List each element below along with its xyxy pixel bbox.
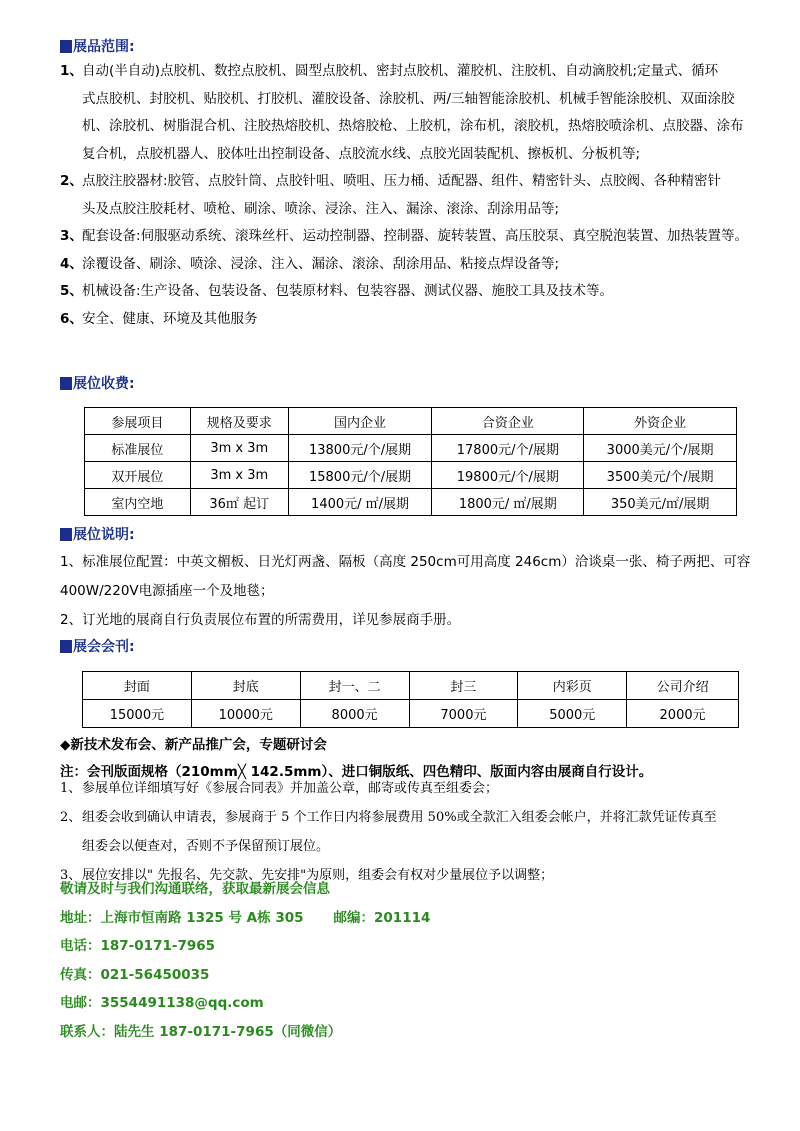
fee-cell: 1400元/ ㎡/展期 [288,489,432,516]
scope-item-number: 4、 [60,255,83,272]
fee-header-cell: 参展项目 [85,408,191,435]
fee-cell: 3m x 3m [190,462,288,489]
magazine-header-cell: 封一、二 [300,672,409,700]
procedure-text [82,774,498,803]
fee-cell: 17800元/个/展期 [432,435,584,462]
contact-block [60,875,430,1046]
fee-cell: 1800元/ ㎡/展期 [432,489,584,516]
fee-header-cell: 外资企业 [584,408,737,435]
procedure-line: 组委会收到确认申请表，参展商于 5 个工作日内将参展费用 50%或全款汇入组委会帐户，并将汇款凭证传真至 [82,810,717,825]
scope-item-text [82,168,775,223]
procedure-number: 2、 [60,810,82,825]
scope-item-line: 式点胶机、封胶机、贴胶机、打胶机、灌胶设备、涂胶机、两/三轴智能涂胶机、机械手智能涂胶机、双面涂胶 [82,90,735,107]
magazine-price-cell: 2000元 [627,700,739,728]
fee-cell: 15800元/个/展期 [288,462,432,489]
booth-notes [60,548,775,635]
scope-item-line: 安全、健康、环境及其他服务 [82,310,258,327]
square-bullet-icon [60,640,72,653]
procedure-list [60,774,775,890]
scope-item-number: 3、 [60,228,83,244]
fee-cell: 3500美元/个/展期 [584,462,737,489]
email: 电邮：3554491138@qq.com [60,995,264,1011]
fee-cell: 350美元/㎡/展期 [584,489,737,516]
scope-item-text [82,58,775,168]
procedure-number: 3、 [60,868,82,883]
fee-cell: 3m x 3m [190,435,288,462]
fee-cell: 室内空地 [85,489,191,516]
procedure-line: 参展单位详细填写好《参展合同表》并加盖公章，邮寄或传真至组委会； [82,781,499,796]
scope-item-text [82,251,775,279]
fee-cell: 36㎡ 起订 [190,489,288,516]
section-heading-booth-notes: 展位说明: [60,524,135,544]
postcode: 邮编：201114 [333,909,431,926]
fee-cell: 标准展位 [85,435,191,462]
scope-item [60,168,775,223]
magazine-header-cell: 公司介绍 [627,672,739,700]
exhibit-scope-list [60,58,775,333]
procedure-number: 1、 [60,781,82,796]
scope-item-line: 点胶注胶器材:胶管、点胶针筒、点胶针咀、喷咀、压力桶、适配器、组件、精密针头、点胶阀、各种精密针 [82,173,722,189]
scope-item-line: 头及点胶注胶耗材、喷枪、刷涂、喷涂、浸涂、注入、漏涂、滚涂、刮涂用品等; [82,200,560,217]
scope-item-line: 机械设备:生产设备、包装设备、包装原材料、包装容器、测试仪器、施胶工具及技术等。 [82,283,614,299]
section-heading-magazine: 展会会刊: [60,636,135,656]
fee-cell: 19800元/个/展期 [432,462,584,489]
scope-item-line: 复合机，点胶机器人、胶体吐出控制设备、点胶流水线、点胶光固装配机、擦板机、分板机等; [82,145,641,162]
magazine-header-row [83,672,739,700]
magazine-header-cell: 内彩页 [518,672,627,700]
scope-item [60,278,775,306]
fee-header-row [85,408,737,435]
procedure-item [60,774,775,803]
procedure-line: 展位安排以" 先报名、先交款、先安排"为原则，组委会有权对少量展位予以调整； [82,868,554,883]
square-bullet-icon [60,40,72,53]
scope-item [60,251,775,279]
booth-fee-table [84,407,737,516]
magazine-price-cell: 10000元 [191,700,300,728]
scope-item-text [82,278,775,306]
scope-item [60,58,775,168]
magazine-price-row [83,700,739,728]
magazine-header-cell: 封面 [83,672,192,700]
magazine-header-cell: 封底 [191,672,300,700]
procedure-line: 组委会以便查对，否则不予保留预订展位。 [82,839,330,854]
magazine-price-cell: 5000元 [518,700,627,728]
scope-item-number: 1、 [60,63,83,79]
scope-item-number: 5、 [60,283,83,299]
magazine-price-cell: 8000元 [300,700,409,728]
address-row [60,904,430,933]
fee-header-cell: 规格及要求 [190,408,288,435]
fee-row [85,462,737,489]
phone: 电话：187-0171-7965 [60,938,216,954]
scope-item-text [82,306,775,334]
fee-row [85,435,737,462]
fee-row [85,489,737,516]
fee-cell: 3000美元/个/展期 [584,435,737,462]
scope-item-line: 自动(半自动)点胶机、数控点胶机、圆型点胶机、密封点胶机、灌胶机、注胶机、自动滴胶机;定量式、循环 [82,63,719,79]
magazine-price-cell: 15000元 [83,700,192,728]
magazine-note: 注：会刊版面规格（210mm╳ 142.5mm）、进口铜版纸、四色精印、版面内容由展商自行设计。 [60,764,653,780]
magazine-ad-table [82,671,739,728]
section-heading-scope: 展品范围: [60,36,135,56]
scope-item-number: 6、 [60,310,83,327]
contact-intro: 敬请及时与我们沟通联络，获取最新展会信息 [60,881,330,897]
fee-header-cell: 国内企业 [288,408,432,435]
square-bullet-icon [60,377,72,390]
magazine-header-cell: 封三 [409,672,518,700]
fee-cell: 13800元/个/展期 [288,435,432,462]
booth-note-line: 1、标准展位配置：中英文楣板、日光灯两盏、隔板（高度 250cm可用高度 246cm）洽谈桌一张、椅子两把、可容 [60,554,751,570]
booth-note-line: 400W/220V电源插座一个及地毯； [60,583,274,599]
magazine-price-cell: 7000元 [409,700,518,728]
scope-item [60,223,775,251]
procedure-item [60,803,775,861]
events-line: ◆新技术发布会、新产品推广会，专题研讨会 [60,737,327,753]
fee-header-cell: 合资企业 [432,408,584,435]
fax: 传真：021-56450035 [60,966,210,983]
fee-cell: 双开展位 [85,462,191,489]
address: 地址：上海市恒南路 1325 号 A栋 305 [60,909,304,926]
scope-item-line: 涂覆设备、刷涂、喷涂、浸涂、注入、漏涂、滚涂、刮涂用品、粘接点焊设备等; [82,255,560,272]
booth-note-line: 2、订光地的展商自行负责展位布置的所需费用，详见参展商手册。 [60,612,461,628]
scope-item-line: 机、涂胶机、树脂混合机、注胶热熔胶机、热熔胶枪、上胶机，涂布机，滚胶机，热熔胶喷涂机、点胶器、涂布 [82,118,744,134]
procedure-text [82,803,717,861]
square-bullet-icon [60,528,72,541]
contact-person: 联系人：陆先生 187-0171-7965（同微信） [60,1023,342,1040]
scope-item-number: 2、 [60,173,83,189]
scope-item [60,306,775,334]
section-heading-fees: 展位收费: [60,373,135,393]
scope-item-line: 配套设备:伺服驱动系统、滚珠丝杆、运动控制器、控制器、旋转装置、高压胶泵、真空脱泡装置、加热装置等。 [82,228,749,244]
scope-item-text [82,223,775,251]
